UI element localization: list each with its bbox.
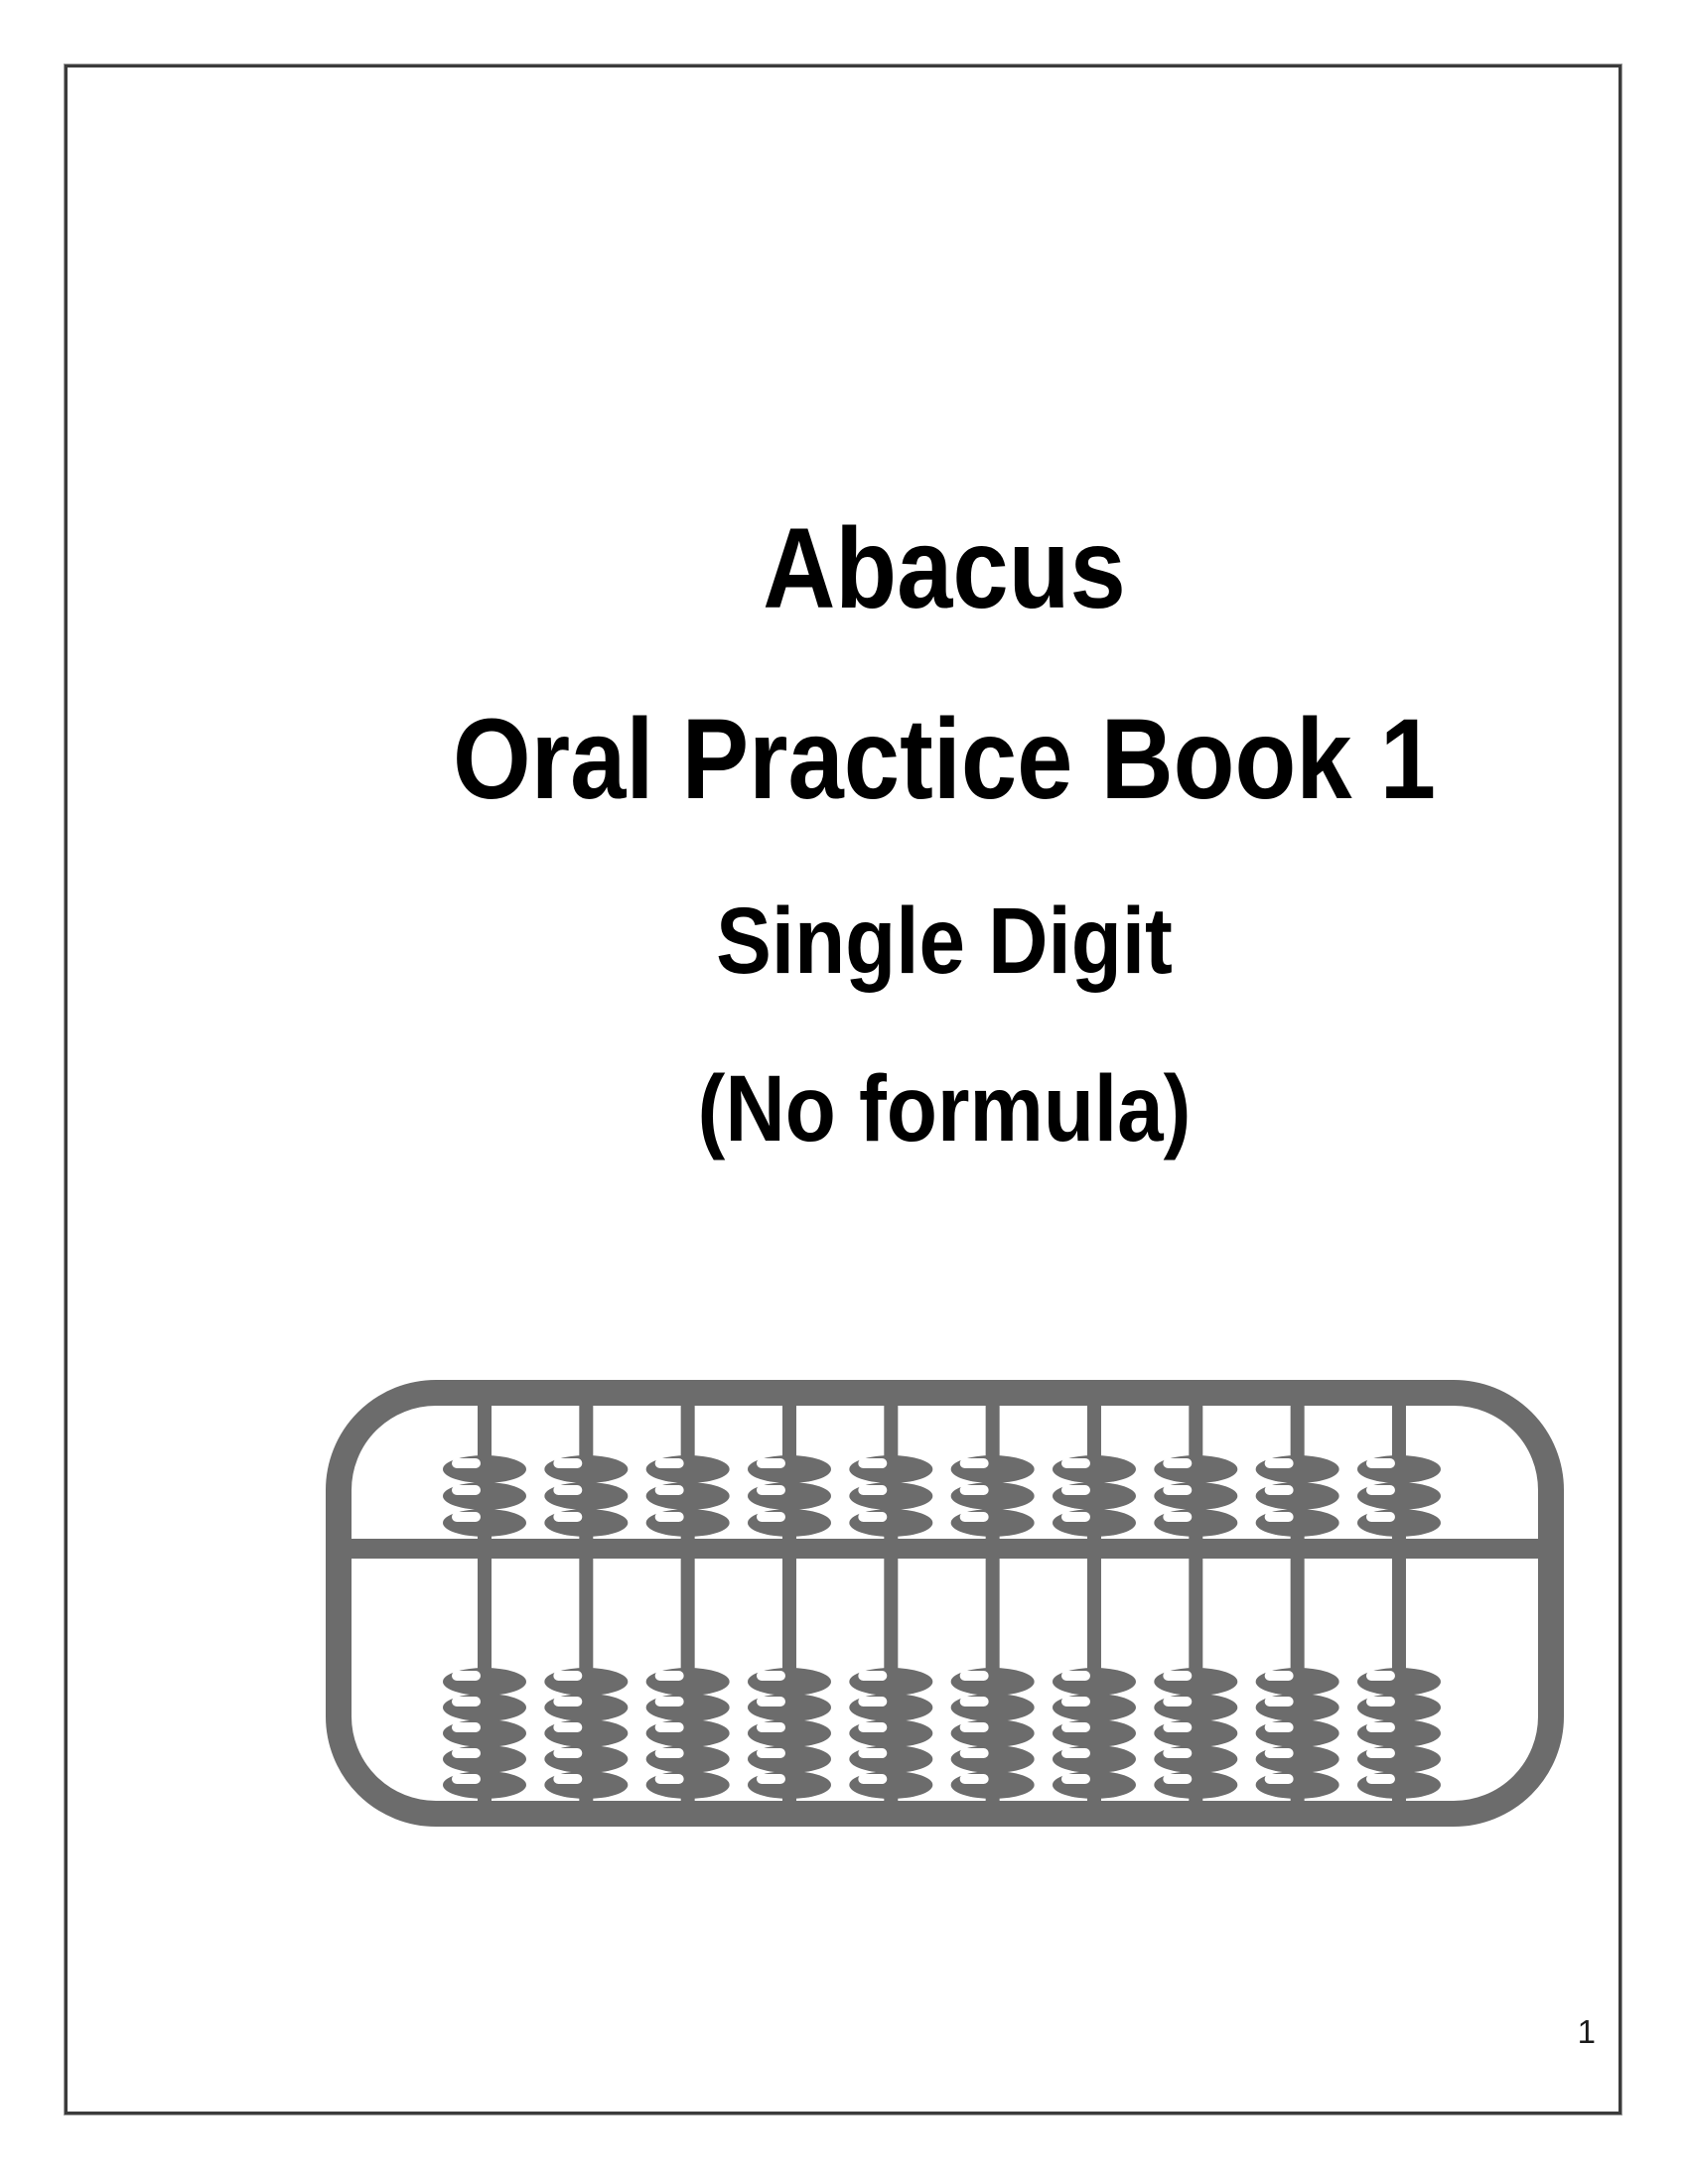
title-block — [268, 0, 1620, 1291]
abacus-icon — [326, 1380, 1564, 1827]
page-number: 1 — [1577, 2013, 1596, 2050]
level-label: Single Digit — [716, 888, 1173, 994]
book-subtitle: Oral Practice Book 1 — [453, 696, 1436, 823]
book-title: Abacus — [763, 505, 1126, 632]
abacus-illustration — [326, 1380, 1564, 1827]
formula-note: (No formula) — [697, 1056, 1192, 1161]
